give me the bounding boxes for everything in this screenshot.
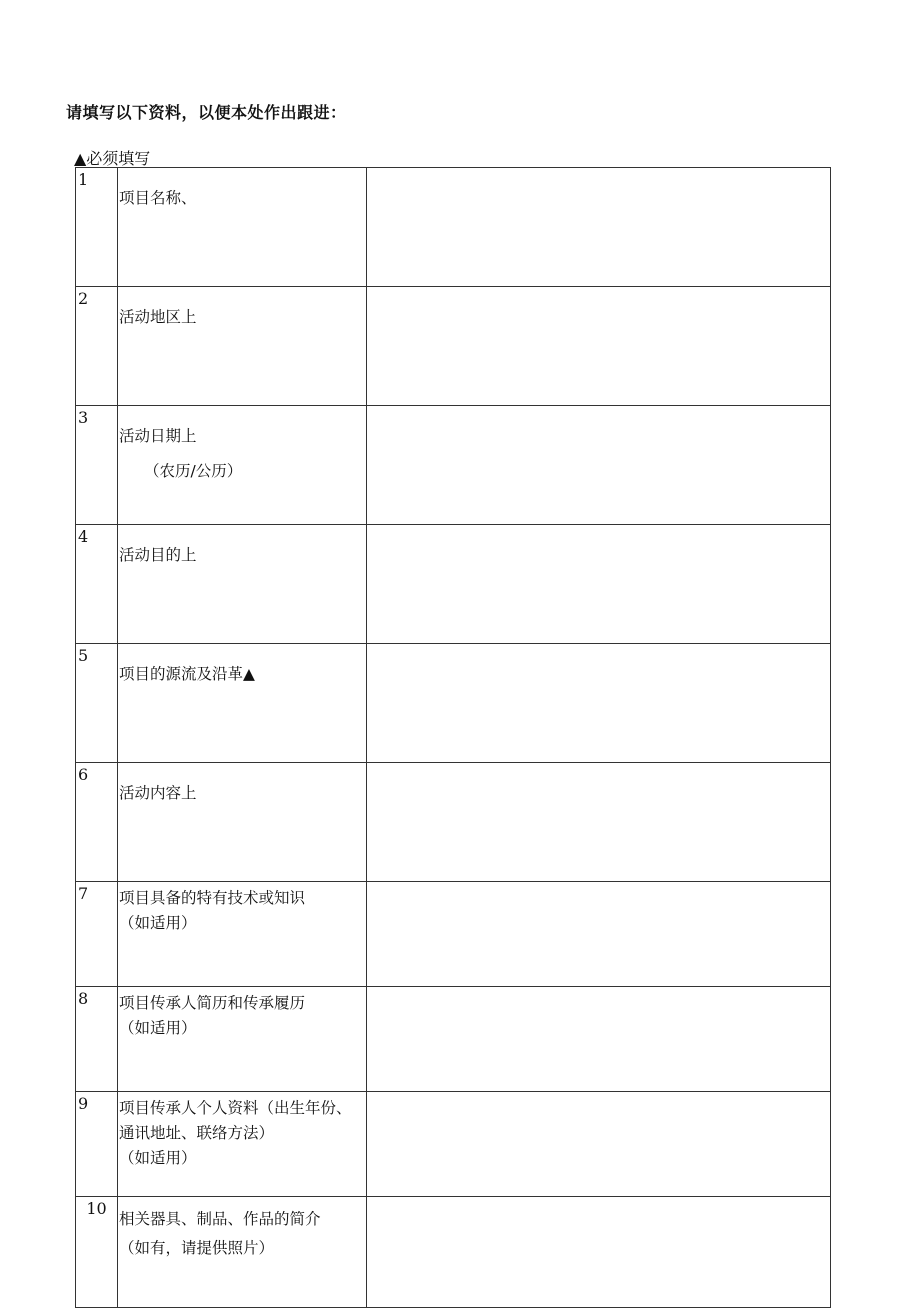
table-row	[76, 644, 831, 763]
info-form-table	[75, 167, 831, 1308]
row-label: 项目的源流及沿革▲	[119, 665, 255, 683]
answer-field-origin-history[interactable]	[367, 644, 831, 763]
row-number: 10	[76, 1197, 118, 1308]
row-number: 3	[76, 406, 118, 525]
row-number: 5	[76, 644, 118, 763]
row-label: 活动地区上	[119, 308, 197, 326]
row-label: 项目具备的特有技术或知识	[119, 889, 306, 907]
form-instruction: 请填写以下资料，以便本处作出跟进：	[66, 103, 347, 122]
table-row	[76, 987, 831, 1092]
answer-field-project-name[interactable]	[367, 168, 831, 287]
row-number: 4	[76, 525, 118, 644]
table-row	[76, 525, 831, 644]
row-label: 活动目的上	[119, 546, 197, 564]
row-number: 8	[76, 987, 118, 1092]
table-row	[76, 287, 831, 406]
row-label-cell	[118, 525, 367, 644]
row-label: 活动日期上	[119, 427, 197, 445]
row-label-cell	[118, 287, 367, 406]
row-label-cell	[118, 1197, 367, 1308]
row-label: 相关器具、制品、作品的简介	[119, 1210, 321, 1228]
row-number: 2	[76, 287, 118, 406]
table-row	[76, 1197, 831, 1308]
answer-field-inheritor-details[interactable]	[367, 1092, 831, 1197]
row-label: 项目传承人个人资料（出生年份、通讯地址、联络方法）	[119, 1099, 352, 1142]
row-number: 6	[76, 763, 118, 882]
row-sublabel: （如适用）	[119, 914, 197, 932]
table-row	[76, 406, 831, 525]
row-number: 7	[76, 882, 118, 987]
row-number: 1	[76, 168, 118, 287]
row-label-cell	[118, 1092, 367, 1197]
table-row	[76, 1092, 831, 1197]
row-label-cell	[118, 882, 367, 987]
row-number: 9	[76, 1092, 118, 1197]
answer-field-activity-date[interactable]	[367, 406, 831, 525]
row-sublabel: （如适用）	[119, 1149, 197, 1167]
answer-field-activity-content[interactable]	[367, 763, 831, 882]
answer-field-special-skills[interactable]	[367, 882, 831, 987]
row-sublabel: （如有，请提供照片）	[119, 1239, 275, 1257]
table-row	[76, 763, 831, 882]
table-row	[76, 882, 831, 987]
required-legend: ▲必须填写	[74, 149, 151, 168]
answer-field-inheritor-resume[interactable]	[367, 987, 831, 1092]
answer-field-related-items[interactable]	[367, 1197, 831, 1308]
answer-field-activity-region[interactable]	[367, 287, 831, 406]
table-row	[76, 168, 831, 287]
row-label-cell	[118, 406, 367, 525]
row-label-cell	[118, 987, 367, 1092]
answer-field-activity-purpose[interactable]	[367, 525, 831, 644]
row-label-cell	[118, 763, 367, 882]
row-label: 活动内容上	[119, 784, 197, 802]
row-label-cell	[118, 644, 367, 763]
row-label-cell	[118, 168, 367, 287]
row-label: 项目名称、	[119, 189, 197, 207]
row-label: 项目传承人简历和传承履历	[119, 994, 306, 1012]
row-sublabel: （如适用）	[119, 1019, 197, 1037]
row-sublabel: （农历/公历）	[144, 462, 243, 480]
